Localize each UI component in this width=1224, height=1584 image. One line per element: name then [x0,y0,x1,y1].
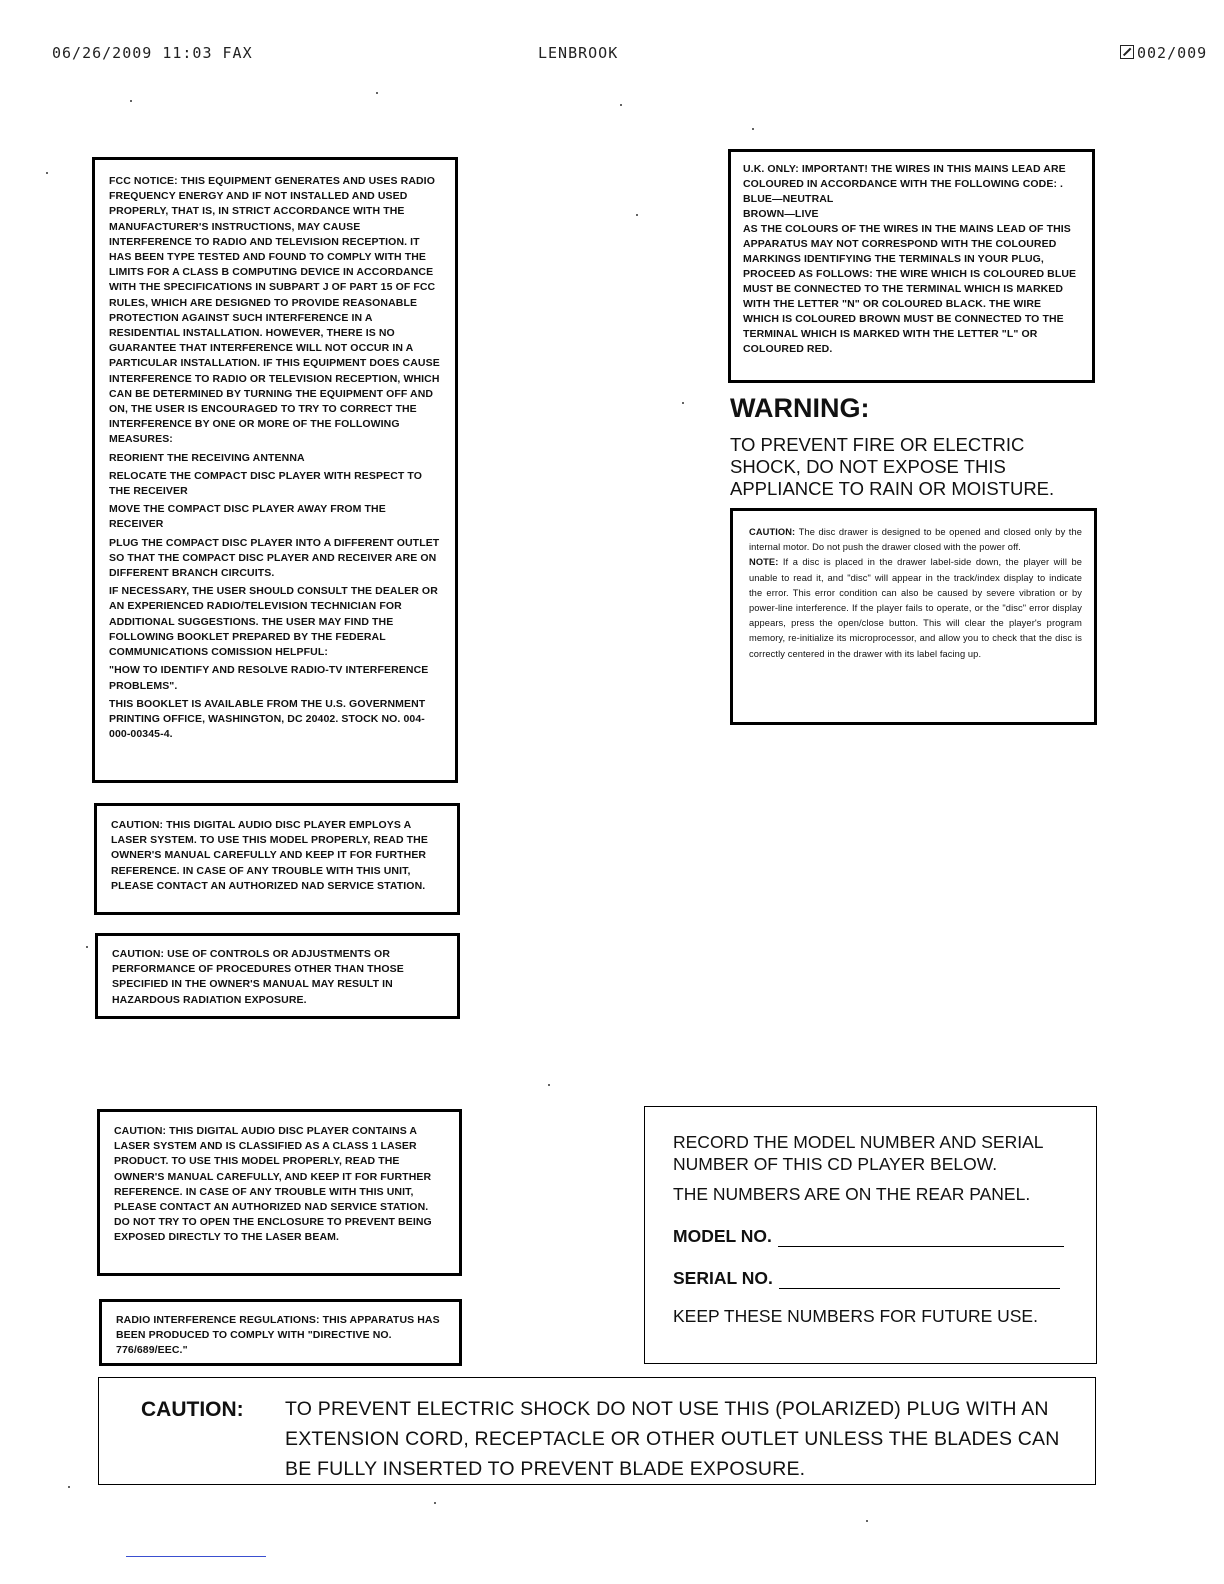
scan-speck [620,104,622,106]
disc-drawer-caution-box [730,508,1097,725]
fcc-measure-1: REORIENT THE RECEIVING ANTENNA [109,451,305,464]
fcc-consult: IF NECESSARY, THE USER SHOULD CONSULT THE DEALER OR AN EXPERIENCED RADIO/TELEVISION TECHNICIAN FOR ADDITIONAL SUGGESTIONS. THE USER MAY FIND THE FOLLOWING BOOKLET PREPARED BY THE FEDERAL COMMUNICATIONS COMISSION HELPFUL: [109,585,438,659]
controls-caution-paragraph [112,947,445,1008]
scan-speck [548,1084,550,1086]
class1-laser-caution-box [97,1109,462,1276]
model-number-field [673,1225,1076,1247]
fax-timestamp: 06/26/2009 11:03 FAX [52,44,253,62]
uk-body: AS THE COLOURS OF THE WIRES IN THE MAINS LEAD OF THIS APPARATUS MAY NOT CORRESPOND WITH THE COLOURED MARKINGS IDENTIFYING THE TERMINALS IN YOUR PLUG, PROCEED AS FOLLOWS: THE WIRE WHICH IS COLOURED BLUE MUST BE CONNECTED TO THE TERMINAL WHICH IS MARKED WITH THE LETTER "N" OR COLOURED BLACK. THE WIRE WHICH IS COLOURED BROWN MUST BE CONNECTED TO THE TERMINAL WHICH IS MARKED WITH THE LETTER "L" OR COLOURED RED. [743,223,1077,355]
class1-laser-lead: CAUTION: [114,1125,167,1137]
scan-speck [636,214,638,216]
scan-speck [434,1502,436,1504]
fcc-notice-box [92,157,458,783]
class1-laser-text: THIS DIGITAL AUDIO DISC PLAYER CONTAINS A LASER SYSTEM AND IS CLASSIFIED AS A CLASS 1 LASER PRODUCT. TO USE THIS MODEL PROPERLY, READ THE OWNER'S MANUAL CAREFULLY, AND KEEP IT FOR FURTHER REFERENCE. IN CASE OF ANY TROUBLE WITH THIS UNIT, PLEASE CONTACT AN AUTHORIZED NAD SERVICE STATION. DO NOT TRY TO OPEN THE ENCLOSURE TO PREVENT BEING EXPOSED DIRECTLY TO THE LASER BEAM. [114,1125,432,1244]
record-keep-note: KEEP THESE NUMBERS FOR FUTURE USE. [673,1306,1038,1326]
model-number-line [778,1232,1064,1247]
plug-caution-label: CAUTION: [141,1398,244,1421]
record-numbers-box [644,1106,1097,1364]
fax-header [52,44,1208,66]
record-rear-panel: THE NUMBERS ARE ON THE REAR PANEL. [673,1184,1031,1204]
scan-speck [130,100,132,102]
fcc-booklet-title: "HOW TO IDENTIFY AND RESOLVE RADIO-TV INTERFERENCE PROBLEMS". [109,664,429,692]
scan-speck [68,1486,70,1488]
warning-title: WARNING: [730,393,870,423]
laser-caution-lead: CAUTION: [111,819,164,831]
warning-text: TO PREVENT FIRE OR ELECTRIC SHOCK, DO NOT EXPOSE THIS APPLIANCE TO RAIN OR MOISTURE. [730,434,1055,499]
uk-blue-line: BLUE—NEUTRAL [743,193,834,205]
disc-caution-lead: CAUTION: [749,527,796,537]
scan-speck [376,92,378,94]
uk-intro [743,162,1080,192]
uk-intro-text: THE WIRES IN THIS MAINS LEAD ARE COLOURED IN ACCORDANCE WITH THE FOLLOWING CODE: . [743,163,1066,190]
radio-regulations-box [99,1299,462,1366]
disc-note-lead: NOTE: [749,557,779,568]
uk-mains-notice-box [728,149,1095,383]
uk-lead: U.K. ONLY: IMPORTANT! [743,163,868,175]
disc-note-paragraph [749,555,1082,661]
plug-caution-text: TO PREVENT ELECTRIC SHOCK DO NOT USE THIS (POLARIZED) PLUG WITH AN EXTENSION CORD, RECEPTACLE OR OTHER OUTLET UNLESS THE BLADES CAN BE FULLY INSERTED TO PREVENT BLADE EXPOSURE. [285,1398,1060,1480]
laser-caution-box [94,803,460,915]
radio-regulations-text: THIS APPARATUS HAS BEEN PRODUCED TO COMPLY WITH "DIRECTIVE NO. 776/689/EEC." [116,1314,440,1357]
record-intro: RECORD THE MODEL NUMBER AND SERIAL NUMBER OF THIS CD PLAYER BELOW. [673,1132,1043,1174]
serial-number-field [673,1267,1076,1289]
radio-regulations-lead: RADIO INTERFERENCE REGULATIONS: [116,1314,320,1326]
fcc-paragraph-main [109,174,443,448]
laser-caution-paragraph [111,818,445,894]
fax-company: LENBROOK [538,44,619,62]
fcc-booklet-source: THIS BOOKLET IS AVAILABLE FROM THE U.S. GOVERNMENT PRINTING OFFICE, WASHINGTON, DC 20402. STOCK NO. 004-000-00345-4. [109,697,426,741]
uk-brown-line: BROWN—LIVE [743,208,819,220]
serial-number-line [779,1274,1060,1289]
scan-speck [866,1520,868,1522]
disc-caution-paragraph [749,525,1082,555]
class1-laser-paragraph [114,1124,447,1246]
scan-speck [86,946,88,948]
scan-speck [752,128,754,130]
scan-speck [682,402,684,404]
fcc-measure-4: PLUG THE COMPACT DISC PLAYER INTO A DIFFERENT OUTLET SO THAT THE COMPACT DISC PLAYER AND RECEIVER ARE ON DIFFERENT BRANCH CIRCUITS. [109,536,440,580]
fax-page-number [1120,44,1208,62]
fcc-lead: FCC NOTICE: [109,175,178,187]
disc-caution-text: The disc drawer is designed to be opened and closed only by the internal motor. Do not push the drawer closed with the power off. [749,527,1082,553]
fcc-measure-3: MOVE THE COMPACT DISC PLAYER AWAY FROM THE RECEIVER [109,503,386,531]
plug-caution-box [98,1377,1096,1485]
serial-number-label: SERIAL NO. [673,1268,773,1288]
scan-speck [46,172,48,174]
radio-regulations-paragraph [116,1313,447,1359]
controls-caution-box [95,933,460,1019]
model-number-label: MODEL NO. [673,1226,772,1246]
fcc-measure-2: RELOCATE THE COMPACT DISC PLAYER WITH RESPECT TO THE RECEIVER [109,469,423,498]
controls-caution-lead: CAUTION: [112,948,165,960]
footer-rule [126,1556,266,1557]
controls-caution-text: USE OF CONTROLS OR ADJUSTMENTS OR PERFORMANCE OF PROCEDURES OTHER THAN THOSE SPECIFIED IN THE OWNER'S MANUAL MAY RESULT IN HAZARDOUS RADIATION EXPOSURE. [112,948,404,1006]
fax-icon [1120,45,1134,59]
warning-block [730,392,1100,500]
disc-note-text: If a disc is placed in the drawer label-side down, the player will be unable to read it, and "disc" will appear in the track/index display to indicate the error. This error condition can also be caused by severe vibration or by power-line interference. If the player fails to operate, or the "disc" error display appears, press the open/close button. This will clear the player's program memory, re-initialize its microprocessor, and allow you to check that the disc is correctly centered in the drawer with its label facing up. [749,557,1082,659]
fax-page-label: 002/009 [1137,44,1208,62]
fcc-text: THIS EQUIPMENT GENERATES AND USES RADIO FREQUENCY ENERGY AND IF NOT INSTALLED AND USED PROPERLY, THAT IS, IN STRICT ACCORDANCE WITH THE MANUFACTURER'S INSTRUCTIONS, MAY CAUSE INTERFERENCE TO RADIO AND TELEVISION RECEPTION. IT HAS BEEN TYPE TESTED AND FOUND TO COMPLY WITH THE LIMITS FOR A CLASS B COMPUTING DEVICE IN ACCORDANCE WITH THE SPECIFICATIONS IN SUBPART J OF PART 15 OF FCC RULES, WHICH ARE DESIGNED TO PROVIDE REASONABLE PROTECTION AGAINST SUCH INTERFERENCE IN A RESIDENTIAL INSTALLATION. HOWEVER, THERE IS NO GUARANTEE THAT INTERFERENCE WILL NOT OCCUR IN A PARTICULAR INSTALLATION. IF THIS EQUIPMENT DOES CAUSE INTERFERENCE TO RADIO OR TELEVISION RECEPTION, WHICH CAN BE DETERMINED BY TURNING THE EQUIPMENT OFF AND ON, THE USER IS ENCOURAGED TO TRY TO CORRECT THE INTERFERENCE BY ONE OR MORE OF THE FOLLOWING MEASURES: [109,175,440,446]
laser-caution-text: THIS DIGITAL AUDIO DISC PLAYER EMPLOYS A LASER SYSTEM. TO USE THIS MODEL PROPERLY, READ THE OWNER'S MANUAL CAREFULLY AND KEEP IT FOR FURTHER REFERENCE. IN CASE OF ANY TROUBLE WITH THIS UNIT, PLEASE CONTACT AN AUTHORIZED NAD SERVICE STATION. [111,819,428,892]
